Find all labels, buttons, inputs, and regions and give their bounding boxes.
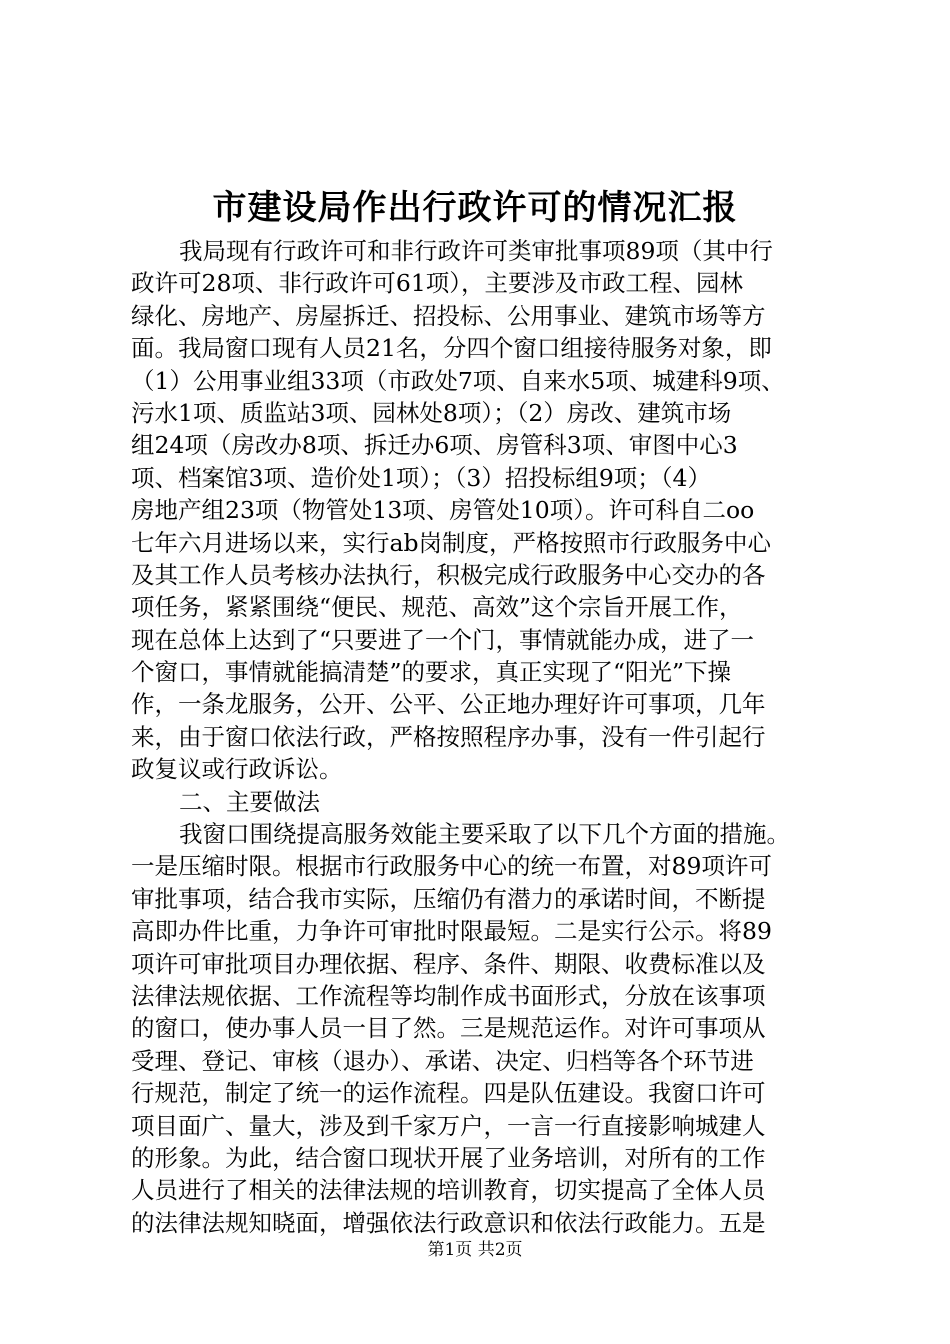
- paragraph-line: 房地产组23项（物管处13项、房管处10项）。许可科自二oo: [131, 496, 755, 525]
- paragraph-line: 项许可审批项目办理依据、程序、条件、期限、收费标准以及: [131, 949, 766, 978]
- paragraph-line: 审批事项，结合我市实际，压缩仍有潜力的承诺时间，不断提: [131, 884, 766, 913]
- paragraph-line: 行规范，制定了统一的运作流程。四是队伍建设。我窗口许可: [131, 1079, 766, 1108]
- section-heading: 二、主要做法: [179, 787, 320, 816]
- paragraph-line: 受理、登记、审核（退办）、承诺、决定、归档等各个环节进: [131, 1046, 754, 1075]
- paragraph-line: 来，由于窗口依法行政，严格按照程序办事，没有一件引起行: [131, 722, 766, 751]
- document-body: [131, 235, 833, 1239]
- paragraph-line: 组24项（房改办8项、拆迁办6项、房管科3项、审图中心3: [131, 431, 738, 460]
- paragraph-line: 一是压缩时限。根据市行政服务中心的统一布置，对89项许可: [131, 852, 772, 881]
- paragraph-line: 人员进行了相关的法律法规的培训教育，切实提高了全体人员: [131, 1176, 766, 1205]
- document-title: 市建设局作出行政许可的情况汇报: [212, 188, 738, 228]
- paragraph-line: 高即办件比重，力争许可审批时限最短。二是实行公示。将89: [131, 917, 772, 946]
- paragraph-line: 法律法规依据、工作流程等均制作成书面形式，分放在该事项: [131, 981, 766, 1010]
- paragraph-line: 七年六月进场以来，实行ab岗制度，严格按照市行政服务中心: [131, 528, 772, 557]
- paragraph-line: 项目面广、量大，涉及到千家万户，一言一行直接影响城建人: [131, 1111, 766, 1140]
- paragraph-line: 政复议或行政诉讼。: [131, 755, 343, 784]
- paragraph-line: 现在总体上达到了“只要进了一个门，事情就能办成，进了一: [131, 625, 755, 654]
- paragraph-line: 政许可28项、非行政许可61项），主要涉及市政工程、园林: [131, 269, 744, 298]
- paragraph-line: 绿化、房地产、房屋拆迁、招投标、公用事业、建筑市场等方: [131, 301, 766, 330]
- paragraph-line: （1）公用事业组33项（市政处7项、自来水5项、城建科9项、: [131, 366, 785, 395]
- paragraph-line: 我局现有行政许可和非行政许可类审批事项89项（其中行: [179, 237, 773, 265]
- paragraph-line: 作，一条龙服务，公开、公平、公正地办理好许可事项，几年: [131, 690, 766, 719]
- paragraph-line: 及其工作人员考核办法执行，积极完成行政服务中心交办的各: [131, 560, 766, 589]
- paragraph-line: 的法律法规知晓面，增强依法行政意识和依法行政能力。五是: [131, 1208, 766, 1237]
- paragraph-line: 个窗口，事情就能搞清楚”的要求，真正实现了“阳光”下操: [131, 658, 732, 687]
- paragraph-line: 项任务，紧紧围绕“便民、规范、高效”这个宗旨开展工作，: [131, 593, 743, 622]
- paragraph-line: 的形象。为此，结合窗口现状开展了业务培训，对所有的工作: [131, 1143, 766, 1172]
- paragraph-line: 项、档案馆3项、造价处1项）；（3）招投标组9项；（4）: [131, 463, 712, 492]
- paragraph-line: 我窗口围绕提高服务效能主要采取了以下几个方面的措施。: [179, 820, 790, 849]
- paragraph-line: 的窗口，使办事人员一目了然。三是规范运作。对许可事项从: [131, 1014, 766, 1043]
- paragraph-line: 污水1项、质监站3项、园林处8项）；（2）房改、建筑市场: [131, 398, 732, 427]
- paragraph-line: 面。我局窗口现有人员21名，分四个窗口组接待服务对象，即: [131, 334, 772, 363]
- page-footer: 第1页 共2页: [427, 1240, 523, 1260]
